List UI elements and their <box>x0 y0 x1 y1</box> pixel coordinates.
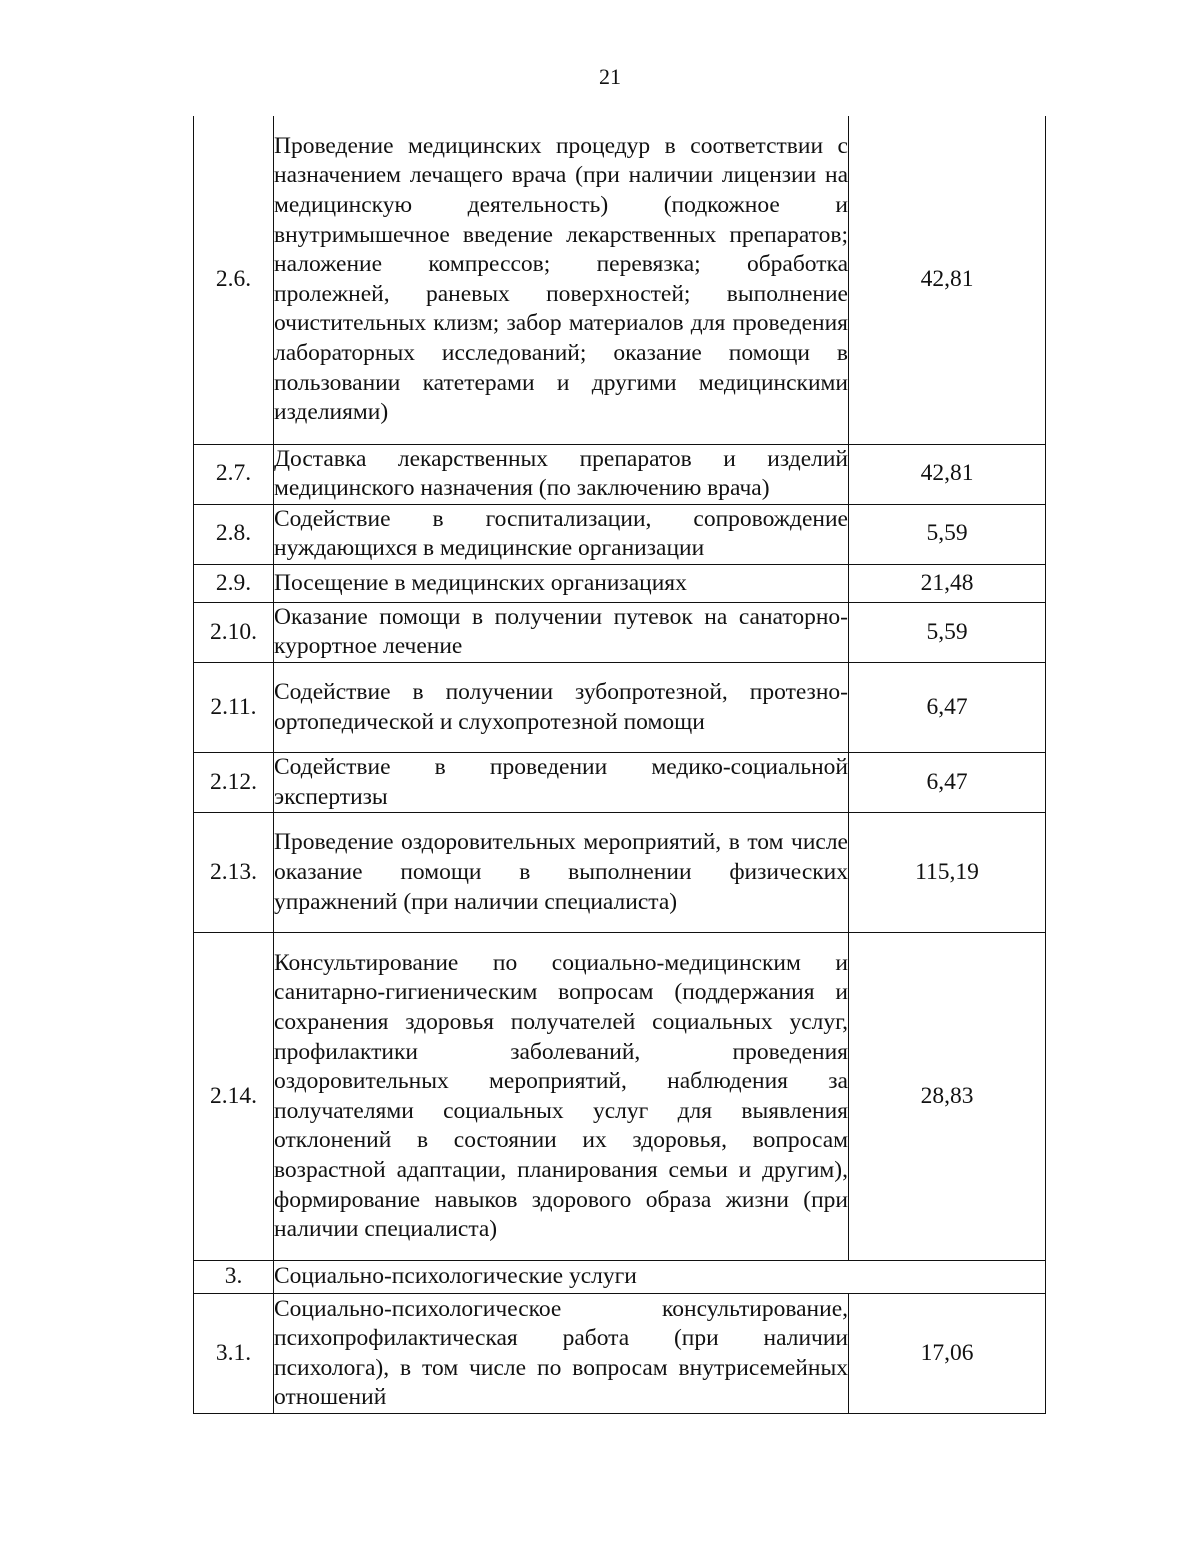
service-name: Проведение медицинских процедур в соответствии с назначением лечащего врача (при наличии лицензии на медицинскую деятельность) (подкожное и внутримышечное введение лекарственных препаратов; наложение компрессов; перевязка; обработка пролежней, раневых поверхностей; выполнение очистительных клизм; забор материалов для проведения лабораторных исследований; оказание помощи в пользовании катетерами и другими медицинскими изделиями) <box>274 116 849 444</box>
section-row <box>194 1261 1046 1294</box>
row-number: 2.12. <box>194 753 274 813</box>
service-price: 5,59 <box>849 504 1046 564</box>
service-name: Консультирование по социально-медицинским и санитарно-гигиеническим вопросам (поддержания и сохранения здоровья получателей социальных услуг, профилактики заболеваний, проведения оздоровительных мероприятий, наблюдения за получателями социальных услуг для выявления отклонений в состоянии их здоровья, вопросам возрастной адаптации, планирования семьи и другим), формирование навыков здорового образа жизни (при наличии специалиста) <box>274 933 849 1261</box>
service-name: Содействие в госпитализации, сопровождение нуждающихся в медицинские организации <box>274 504 849 564</box>
row-number: 3.1. <box>194 1294 274 1414</box>
table-row <box>194 933 1046 1261</box>
service-price: 5,59 <box>849 602 1046 662</box>
row-number: 2.10. <box>194 602 274 662</box>
table-row <box>194 602 1046 662</box>
table-row <box>194 753 1046 813</box>
service-name: Содействие в получении зубопротезной, протезно-ортопедической и слухопротезной помощи <box>274 663 849 753</box>
service-name: Проведение оздоровительных мероприятий, в том числе оказание помощи в выполнении физических упражнений (при наличии специалиста) <box>274 813 849 933</box>
table-row <box>194 504 1046 564</box>
services-table <box>193 116 1046 1414</box>
table-row <box>194 1294 1046 1414</box>
row-number: 2.8. <box>194 504 274 564</box>
service-name: Содействие в проведении медико-социальной экспертизы <box>274 753 849 813</box>
table-row <box>194 813 1046 933</box>
row-number: 2.7. <box>194 444 274 504</box>
service-name: Оказание помощи в получении путевок на санаторно-курортное лечение <box>274 602 849 662</box>
service-name: Социально-психологическое консультирование, психопрофилактическая работа (при наличии психолога), в том числе по вопросам внутрисемейных отношений <box>274 1294 849 1414</box>
row-number: 2.13. <box>194 813 274 933</box>
service-name: Посещение в медицинских организациях <box>274 564 849 602</box>
table-row <box>194 116 1046 444</box>
row-number: 2.11. <box>194 663 274 753</box>
table-row <box>194 444 1046 504</box>
page-number: 21 <box>599 64 621 89</box>
service-price: 21,48 <box>849 564 1046 602</box>
section-number: 3. <box>194 1261 274 1294</box>
service-price: 6,47 <box>849 753 1046 813</box>
service-name: Доставка лекарственных препаратов и изделий медицинского назначения (по заключению врача) <box>274 444 849 504</box>
service-price: 17,06 <box>849 1294 1046 1414</box>
row-number: 2.9. <box>194 564 274 602</box>
row-number: 2.6. <box>194 116 274 444</box>
service-price: 28,83 <box>849 933 1046 1261</box>
table-row <box>194 663 1046 753</box>
service-price: 42,81 <box>849 444 1046 504</box>
service-price: 6,47 <box>849 663 1046 753</box>
table-row <box>194 564 1046 602</box>
row-number: 2.14. <box>194 933 274 1261</box>
service-price: 42,81 <box>849 116 1046 444</box>
service-price: 115,19 <box>849 813 1046 933</box>
section-title: Социально-психологические услуги <box>274 1261 1046 1294</box>
